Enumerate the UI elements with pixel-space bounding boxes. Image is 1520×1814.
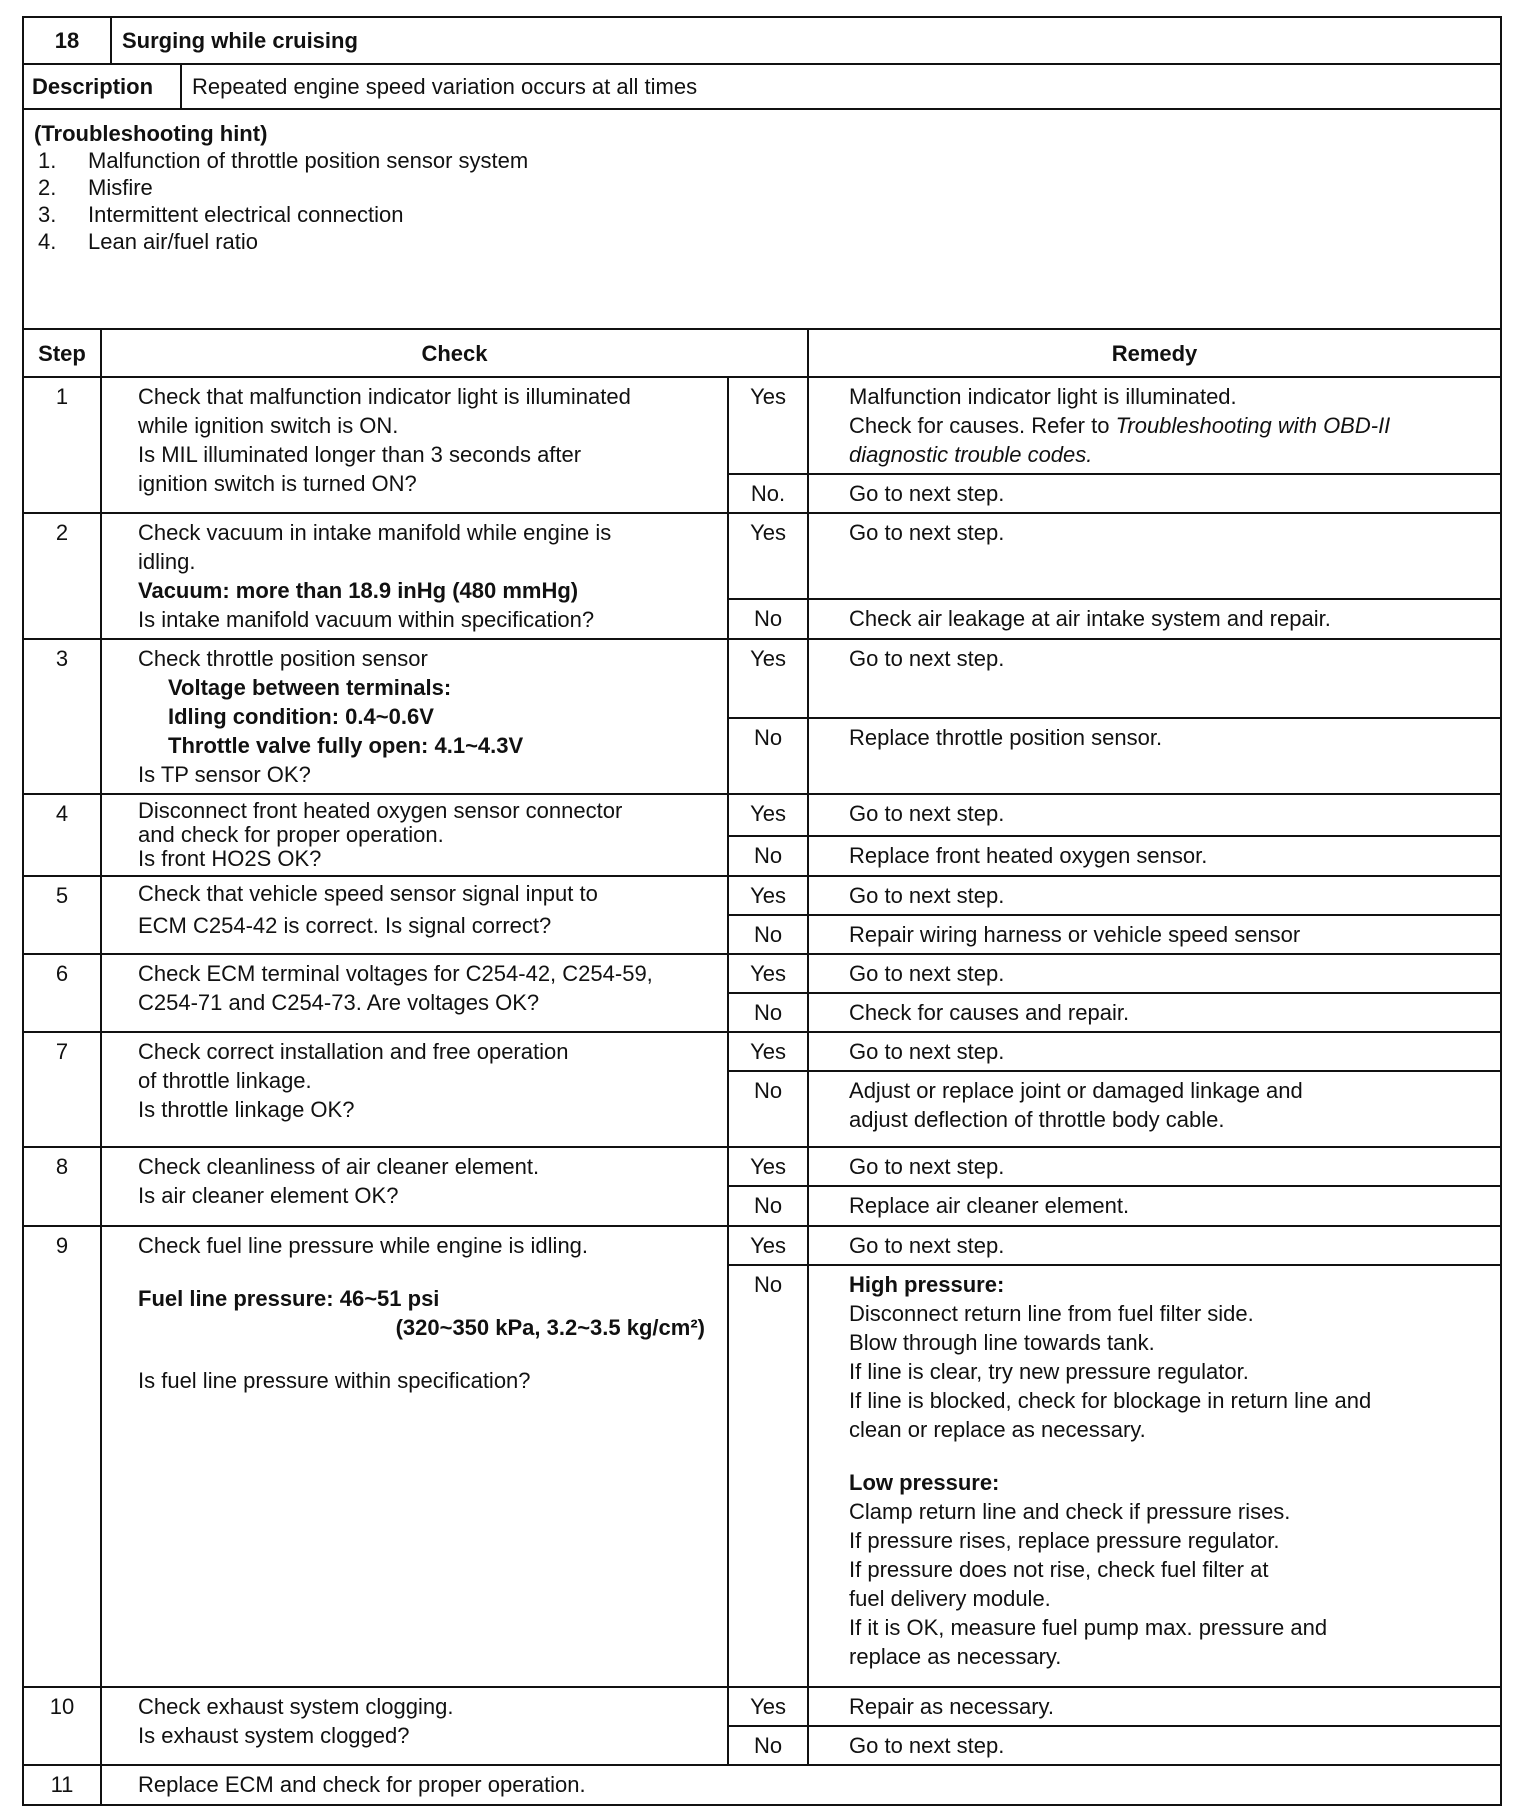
step-check: Replace ECM and check for proper operation. (101, 1765, 1501, 1805)
no-remedy: Replace front heated oxygen sensor. (808, 836, 1501, 876)
no-label: No (728, 599, 808, 639)
step-check: Check that vehicle speed sensor signal input to ECM C254-42 is correct. Is signal correct? (101, 876, 728, 954)
step-number: 9 (23, 1226, 101, 1687)
step-check: Check exhaust system clogging. Is exhaust system clogged? (101, 1687, 728, 1765)
yes-label: Yes (728, 513, 808, 599)
step-number: 6 (23, 954, 101, 1032)
troubleshooting-page (22, 16, 1502, 1806)
spec-text: Vacuum: more than 18.9 inHg (480 mmHg) (138, 578, 579, 603)
no-label: No (728, 915, 808, 954)
yes-remedy: Malfunction indicator light is illuminated. Check for causes. Refer to Troubleshooting with OBD-II diagnostic trouble codes. (808, 377, 1501, 474)
header-table (22, 16, 1502, 110)
step-number: 10 (23, 1687, 101, 1765)
no-remedy: Replace air cleaner element. (808, 1186, 1501, 1226)
step-row (23, 1765, 1501, 1805)
no-label: No (728, 1265, 808, 1687)
spec-text: Fuel line pressure: 46~51 psi (138, 1286, 440, 1311)
step-check: Disconnect front heated oxygen sensor connector and check for proper operation. Is front HO2S OK? (101, 794, 728, 876)
step-number: 8 (23, 1147, 101, 1226)
yes-label: Yes (728, 1226, 808, 1265)
yes-remedy: Go to next step. (808, 1147, 1501, 1186)
yes-label: Yes (728, 1147, 808, 1186)
yes-remedy: Go to next step. (808, 1032, 1501, 1071)
spec-text: (320~350 kPa, 3.2~3.5 kg/cm²) (395, 1315, 705, 1340)
no-remedy: Go to next step. (808, 474, 1501, 513)
yes-remedy: Go to next step. (808, 639, 1501, 718)
low-pressure-title: Low pressure: (849, 1470, 1000, 1495)
step-check: Check throttle position sensor Voltage between terminals: Idling condition: 0.4~0.6V Throttle valve fully open: 4.1~4.3V Is TP sensor OK? (101, 639, 728, 794)
step-number: 2 (23, 513, 101, 639)
procedure-number: 18 (23, 17, 111, 64)
step-row (23, 1687, 1501, 1726)
yes-remedy: Go to next step. (808, 794, 1501, 836)
step-row (23, 1147, 1501, 1186)
no-remedy: Adjust or replace joint or damaged linkage and adjust deflection of throttle body cable. (808, 1071, 1501, 1147)
step-row (23, 377, 1501, 474)
procedure-title: Surging while cruising (111, 17, 1501, 64)
yes-remedy: Go to next step. (808, 513, 1501, 599)
step-row (23, 1032, 1501, 1071)
column-check: Check (101, 329, 808, 377)
yes-remedy: Go to next step. (808, 1226, 1501, 1265)
yes-label: Yes (728, 377, 808, 474)
step-check: Check that malfunction indicator light is illuminated while ignition switch is ON. Is MIL illuminated longer than 3 seconds after ignition switch is turned ON? (101, 377, 728, 513)
no-remedy: Repair wiring harness or vehicle speed sensor (808, 915, 1501, 954)
step-row (23, 954, 1501, 993)
column-remedy: Remedy (808, 329, 1501, 377)
description-text: Repeated engine speed variation occurs at all times (181, 64, 1501, 109)
steps-table (22, 328, 1502, 1806)
yes-label: Yes (728, 954, 808, 993)
yes-label: Yes (728, 794, 808, 836)
step-number: 7 (23, 1032, 101, 1147)
step-row (23, 876, 1501, 915)
no-label: No (728, 993, 808, 1032)
no-remedy: Check air leakage at air intake system and repair. (808, 599, 1501, 639)
step-check: Check fuel line pressure while engine is idling. Fuel line pressure: 46~51 psi (320~350 kPa, 3.2~3.5 kg/cm²) Is fuel line pressure within specification? (101, 1226, 728, 1687)
step-number: 5 (23, 876, 101, 954)
hint-item: 2. Misfire (38, 175, 153, 200)
yes-label: Yes (728, 639, 808, 718)
step-check: Check correct installation and free operation of throttle linkage. Is throttle linkage OK? (101, 1032, 728, 1147)
yes-remedy: Go to next step. (808, 954, 1501, 993)
step-row (23, 513, 1501, 599)
no-remedy: Check for causes and repair. (808, 993, 1501, 1032)
hint-item: 3. Intermittent electrical connection (38, 202, 404, 227)
yes-label: Yes (728, 1032, 808, 1071)
step-check: Check vacuum in intake manifold while engine is idling. Vacuum: more than 18.9 inHg (480 mmHg) Is intake manifold vacuum within specification? (101, 513, 728, 639)
no-label: No (728, 836, 808, 876)
step-number: 11 (23, 1765, 101, 1805)
step-row (23, 1226, 1501, 1265)
no-label: No (728, 1186, 808, 1226)
no-label: No. (728, 474, 808, 513)
troubleshooting-hint (22, 108, 1502, 330)
yes-remedy: Go to next step. (808, 876, 1501, 915)
description-label: Description (23, 64, 181, 109)
column-step: Step (23, 329, 101, 377)
step-row (23, 639, 1501, 718)
no-label: No (728, 1071, 808, 1147)
column-header-row (23, 329, 1501, 377)
no-remedy: High pressure: Disconnect return line from fuel filter side. Blow through line towards tank. If line is clear, try new pressure regulator. If line is blocked, check for blockage in return line and clean or replace as necessary. Low pressure: Clamp return line and check if pressure rises. If pressure rises, replace pressure regulator. If pressure does not rise, check fuel filter at fuel delivery module. If it is OK, measure fuel pump max. pressure and replace as necessary. (808, 1265, 1501, 1687)
no-remedy: Replace throttle position sensor. (808, 718, 1501, 794)
step-row (23, 794, 1501, 836)
yes-remedy: Repair as necessary. (808, 1687, 1501, 1726)
high-pressure-title: High pressure: (849, 1272, 1005, 1297)
yes-label: Yes (728, 876, 808, 915)
yes-label: Yes (728, 1687, 808, 1726)
no-remedy: Go to next step. (808, 1726, 1501, 1765)
step-number: 4 (23, 794, 101, 876)
no-label: No (728, 1726, 808, 1765)
step-number: 1 (23, 377, 101, 513)
no-label: No (728, 718, 808, 794)
step-check: Check cleanliness of air cleaner element. Is air cleaner element OK? (101, 1147, 728, 1226)
hint-title: (Troubleshooting hint) (34, 121, 268, 146)
hint-item: 1. Malfunction of throttle position sensor system (38, 148, 529, 173)
step-check: Check ECM terminal voltages for C254-42, C254-59, C254-71 and C254-73. Are voltages OK? (101, 954, 728, 1032)
step-number: 3 (23, 639, 101, 794)
hint-item: 4. Lean air/fuel ratio (38, 229, 258, 254)
